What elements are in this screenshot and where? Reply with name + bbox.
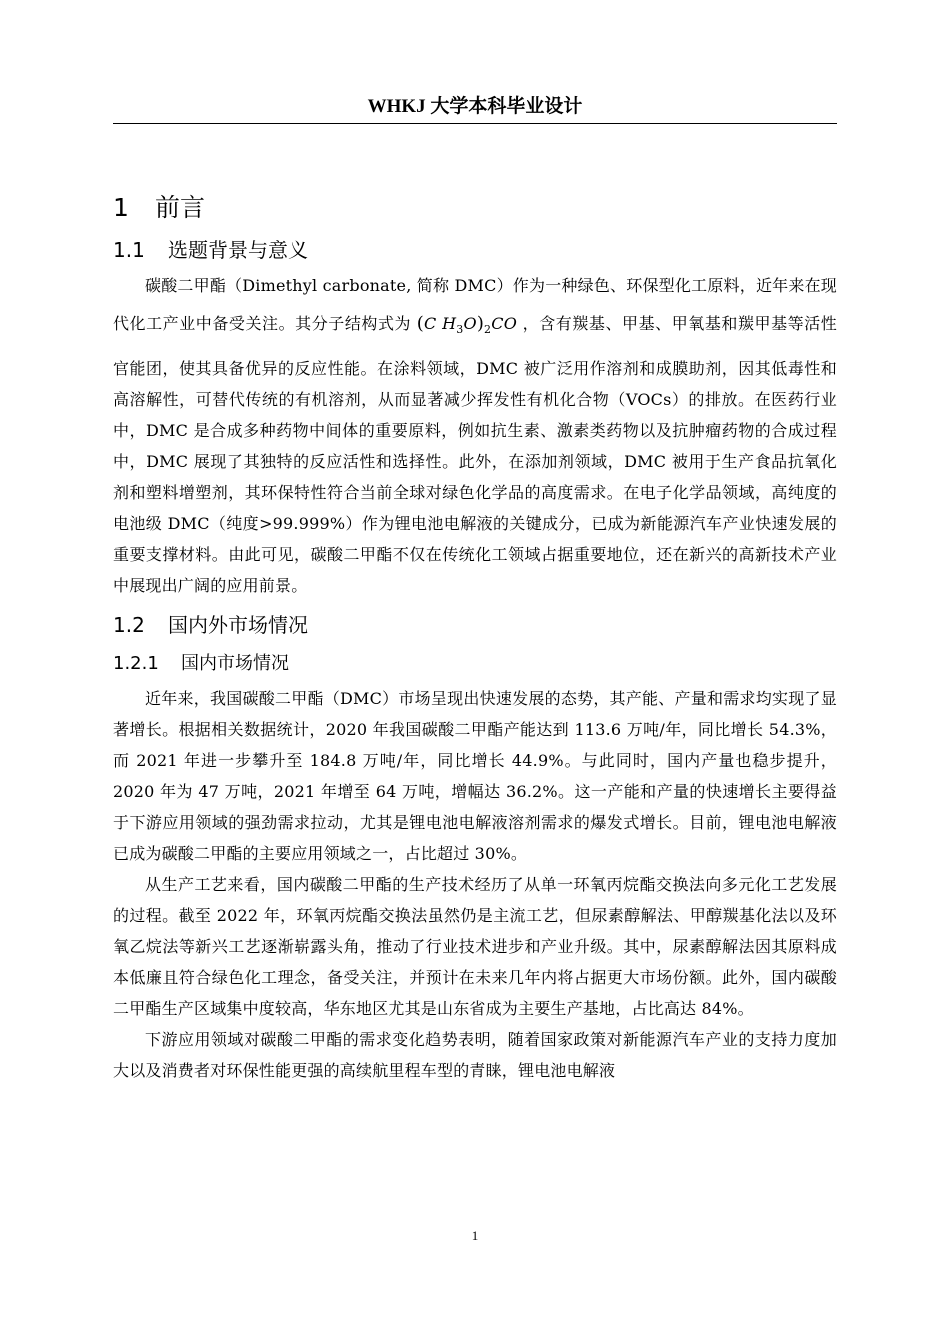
formula-close-paren: ) xyxy=(476,313,485,334)
formula-open-paren: ( xyxy=(416,313,425,334)
paragraph-background xyxy=(113,270,837,601)
chapter-title: 前言 xyxy=(155,193,206,222)
section-number: 1.1 xyxy=(113,238,145,262)
formula-h: H xyxy=(442,314,457,333)
page-number: 1 xyxy=(471,1228,479,1243)
paragraph: 下游应用领域对碳酸二甲酯的需求变化趋势表明，随着国家政策对新能源汽车产业的支持力度加大以及消费者对环保性能更强的高续航里程车型的青睐，锂电池电解液 xyxy=(113,1030,837,1081)
chapter-heading xyxy=(113,186,837,230)
paragraph: 近年来，我国碳酸二甲酯（DMC）市场呈现出快速发展的态势，其产能、产量和需求均实现了显著增长。根据相关数据统计，2020 年我国碳酸二甲酯产能达到 113.6 万吨/年，同比增长 54.3%，而 2021 年进一步攀升至 184.8 万吨/年，同比增长 44.9%。与此同时，国内产量也稳步提升，2020 年为 47 万吨，2021 年增至 64 万吨，增幅达 36.2%。这一产能和产量的快速增长主要得益于下游应用领域的强劲需求拉动，尤其是锂电池电解液溶剂需求的爆发式增长。目前，锂电池电解液已成为碳酸二甲酯的主要应用领域之一，占比超过 30%。 xyxy=(113,689,837,864)
formula-co: CO xyxy=(491,314,518,333)
section-number: 1.2 xyxy=(113,613,145,638)
paragraph: 从生产工艺来看，国内碳酸二甲酯的生产技术经历了从单一环氧丙烷酯交换法向多元化工艺发展的过程。截至 2022 年，环氧丙烷酯交换法虽然仍是主流工艺，但尿素醇解法、甲醇羰基化法以及环氧乙烷法等新兴工艺逐渐崭露头角，推动了行业技术进步和产业升级。其中，尿素醇解法因其原料成本低廉且符合绿色化工理念，备受关注，并预计在未来几年内将占据更大市场份额。此外，国内碳酸二甲酯生产区域集中度较高，华东地区尤其是山东省成为主要生产基地，占比高达 84%。 xyxy=(113,875,837,1019)
chapter-number: 1 xyxy=(113,193,129,222)
page-content xyxy=(113,186,837,1086)
section-title: 选题背景与意义 xyxy=(168,238,308,262)
section-title: 国内外市场情况 xyxy=(168,613,308,638)
section-heading xyxy=(113,605,837,645)
subsection-number: 1.2.1 xyxy=(113,653,159,675)
formula-h-subscript: 3 xyxy=(456,323,464,337)
subsection-heading xyxy=(113,645,837,683)
section-heading xyxy=(113,230,837,270)
subsection-title: 国内市场情况 xyxy=(181,653,289,675)
formula-c: C xyxy=(424,314,437,333)
header-divider xyxy=(113,123,837,124)
formula-o: O xyxy=(463,314,477,333)
paragraph-text-continued: ，含有羰基、甲基、甲氧基和羰甲基等活性官能团，使其具备优异的反应性能。在涂料领域，DMC 被广泛用作溶剂和成膜助剂，因其低毒性和高溶解性，可替代传统的有机溶剂，从而显著减少挥发性有机化合物（VOCs）的排放。在医药行业中，DMC 是合成多种药物中间体的重要原料，例如抗生素、激素类药物以及抗肿瘤药物的合成过程中，DMC 展现了其独特的反应活性和选择性。此外，在添加剂领域，DMC 被用于生产食品抗氧化剂和塑料增塑剂，其环保特性符合当前全球对绿色化学品的高度需求。在电子化学品领域，高纯度的电池级 DMC（纯度>99.999%）作为锂电池电解液的关键成分，已成为新能源汽车产业快速发展的重要支撑材料。由此可见，碳酸二甲酯不仅在传统化工领域占据重要地位，还在新兴的高新技术产业中展现出广阔的应用前景。 xyxy=(113,314,837,596)
chemical-formula xyxy=(416,313,523,337)
page-header: WHKJ 大学本科毕业设计 xyxy=(367,96,583,117)
paragraph-text: 碳酸二甲酯（Dimethyl carbonate, 简称 DMC）作为一种绿色、环保型化工原料，近年来在现代化工产业中备受关注。其分子结构式为 xyxy=(113,276,837,333)
formula-outer-subscript: 2 xyxy=(484,323,492,337)
